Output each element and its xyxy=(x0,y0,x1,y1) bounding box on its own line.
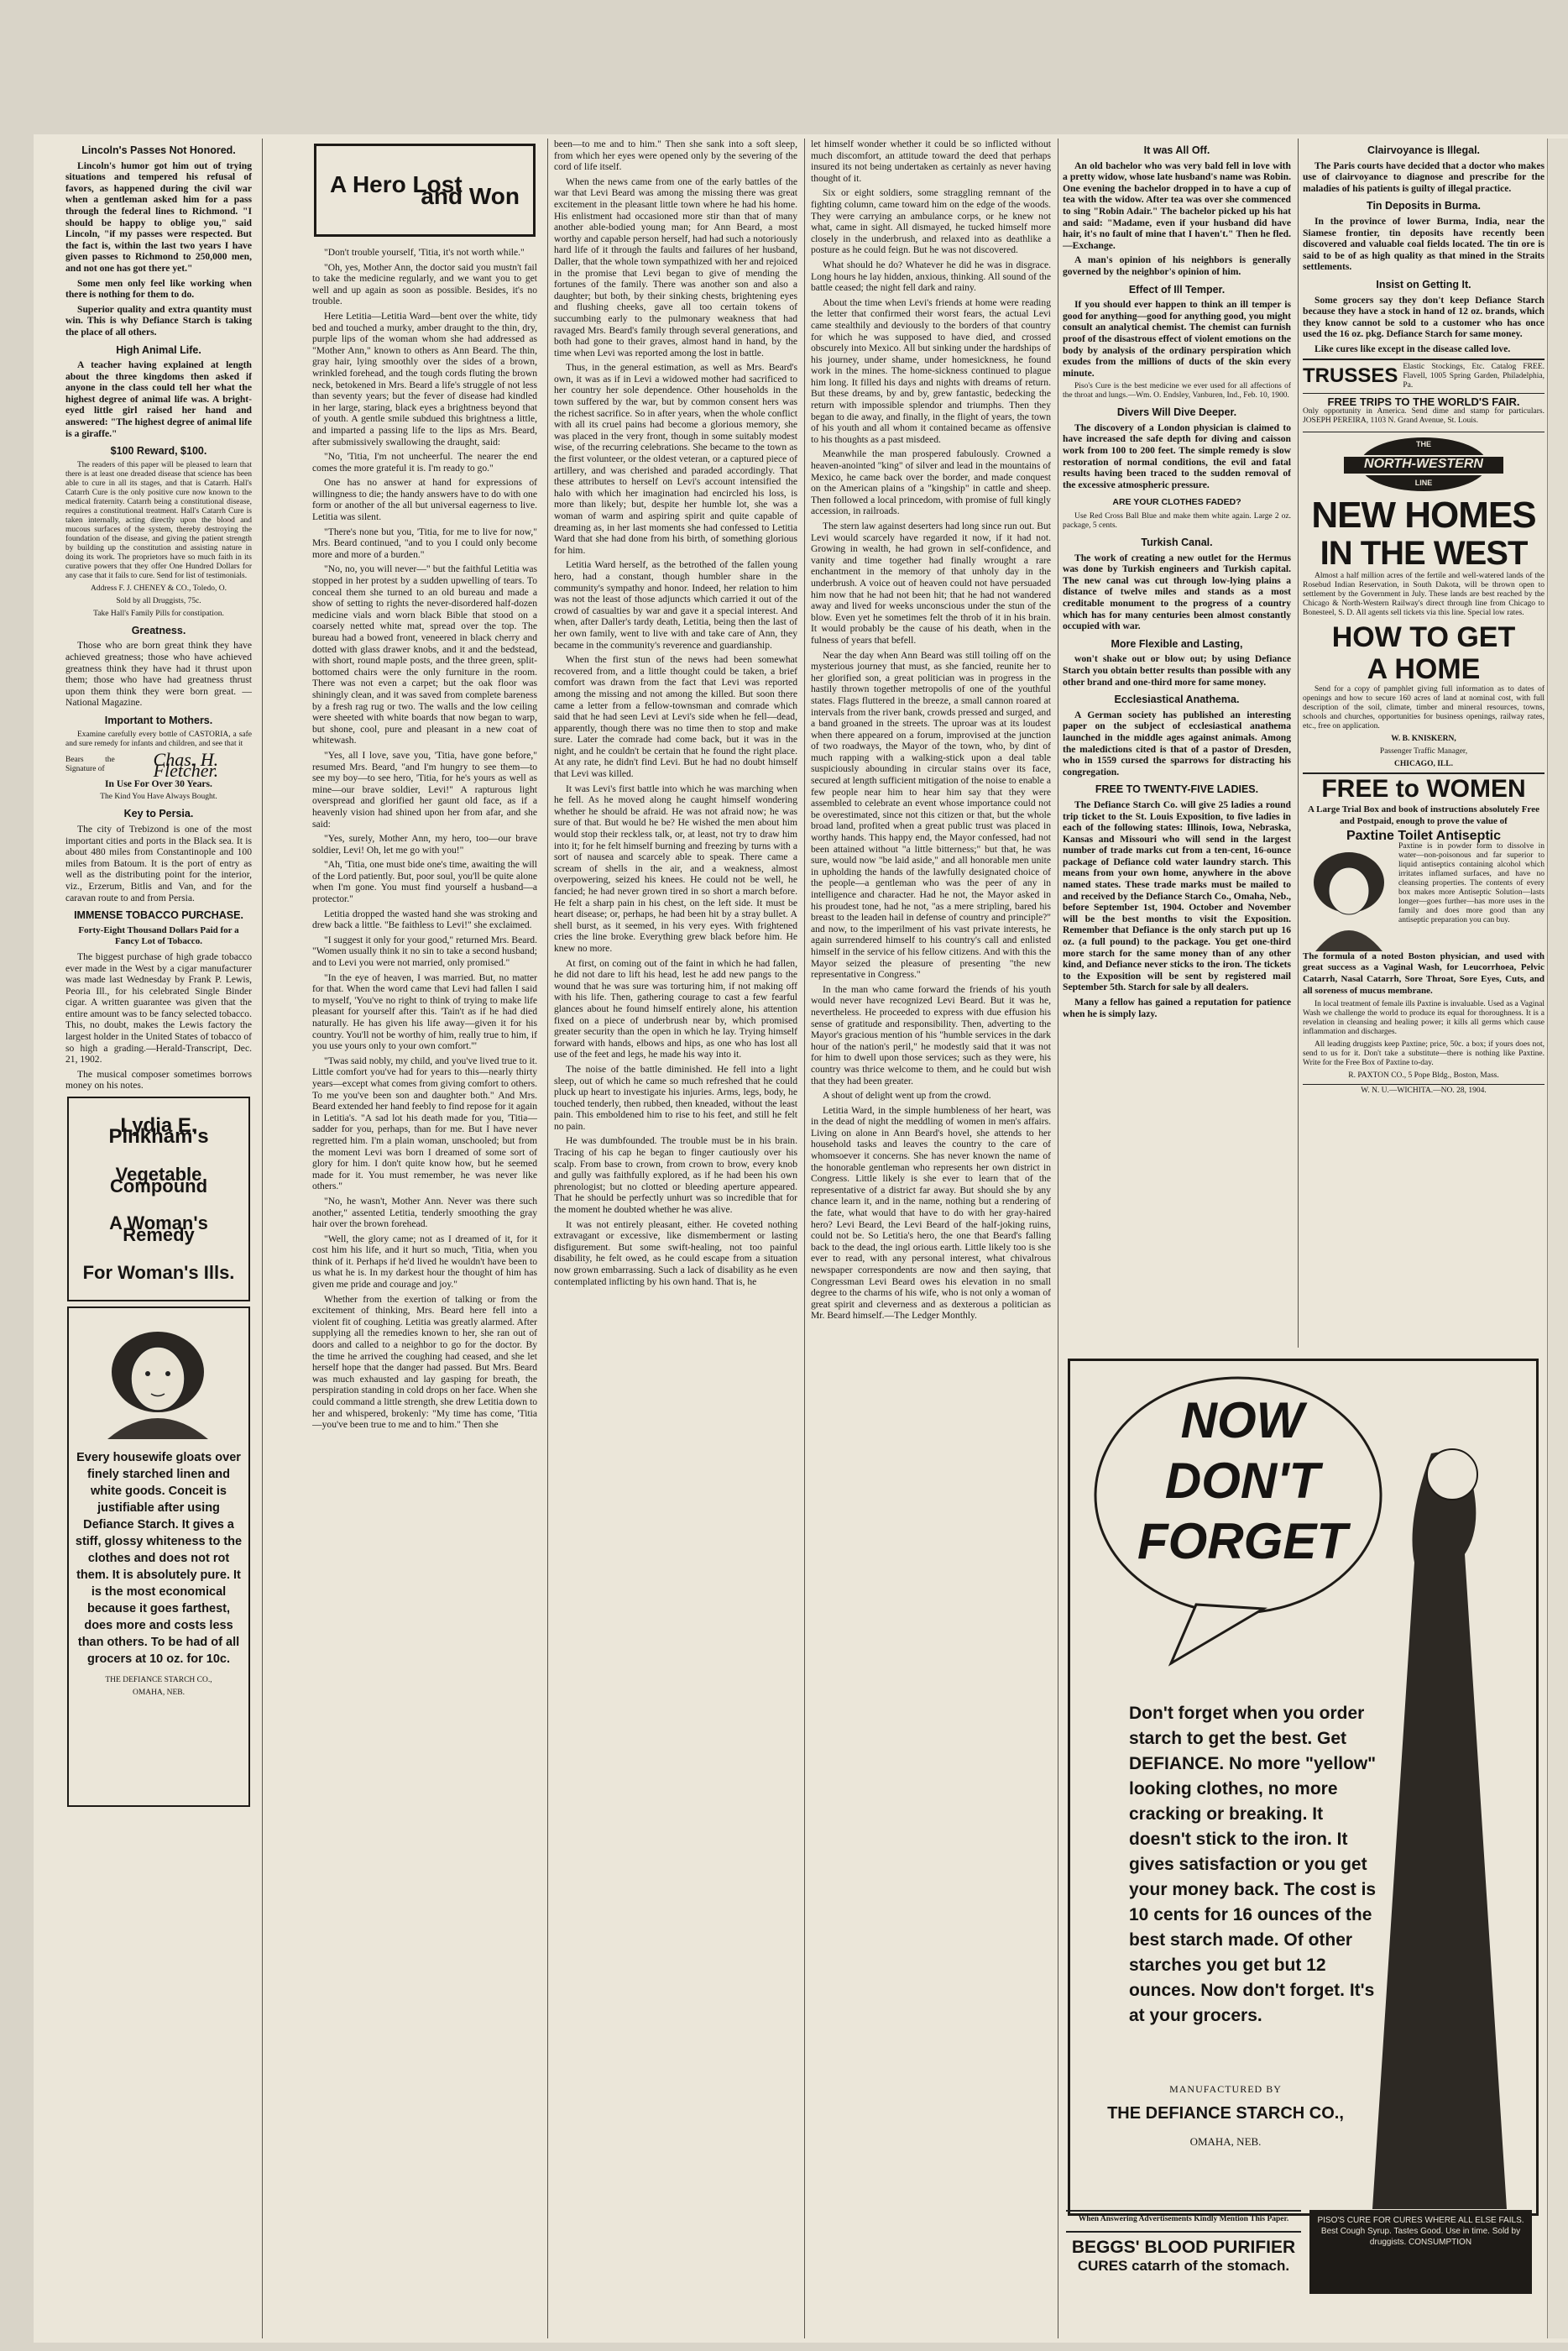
hero-title-line-1: A Hero Lost xyxy=(330,170,463,197)
kind-line: The Kind You Have Always Bought. xyxy=(100,793,217,802)
story-paragraph: In the man who came forward the friends of his youth would never have recognized Levi Beard. But it was he, nevertheless. He proceeded to express with due effusion his sense of gratitude and responsibility. Then, adverting to the Mayor's gracious mention of his "humble services in the dark hour of the nation's peril," he modestly said that it was not for him to dwell upon those services; such as they were, his country was thrice welcome to them, and he could but wish that they had been greater. xyxy=(811,983,1051,1086)
woman-portrait-illustration xyxy=(74,1313,242,1439)
divers-heading: Divers Will Dive Deeper. xyxy=(1116,406,1237,419)
anathema-heading: Ecclesiastical Anathema. xyxy=(1114,694,1240,706)
tobacco-article: The biggest purchase of high grade tobacco ever made in the West by a cigar manufacturer was made last Wednesday by Frank P. Lewis, Peoria Ill., for his celebrated Single Binder cigar. A written guarantee was given that the entire amount was to be fancy selected tobacco. This, no doubt, makes the Lewis factory the largest holder in the United States of tobacco of so high a grading.—Herald-Transcript, Dec. 21, 1902. xyxy=(65,950,252,1066)
manufactured-by: MANUFACTURED BY xyxy=(1169,2083,1282,2095)
hero-paragraph: "No, 'Titia, I'm not uncheerful. The nearer the end comes the more grateful it is. I'm ready to go." xyxy=(312,451,537,474)
story-paragraph: Meanwhile the man prospered fabulously. Crowned a heaven-anointed "king" of silver and lead in the mountains of Mexico, he came back over the border, and made conquest on the American plains of a "kingship" in cattle and sheep. Then followed a local princedom, with promise of full kingly accession, in railroads. xyxy=(811,448,1051,517)
superior-quality-filler: Superior quality and extra quantity must win. This is why Defiance Starch is taking the place of all others. xyxy=(65,303,252,338)
story-paragraph: Letitia Ward herself, as the betrothed of the fallen young hero, had a constant, though humbler share in the community's sympathy and honor. Indeed, her relation to him was not the least of those adjuncts which carried it out of the crowd of casualties by war and gave it a special interest. And when, after Daller's tardy death, Letitia, being then the last of her own family, went to live with and take care of Ann, they became in the community's reverence and guardianship. xyxy=(554,559,797,651)
paxtine-druggists: All leading druggists keep Paxtine; price, 50c. a box; if yours does not, send to us for it. Don't take a substitute—there is nothing like Paxtine. Write for the Free Box of Paxtine to-day. xyxy=(1303,1040,1544,1068)
column-4 xyxy=(811,139,1051,2338)
next-page-edge xyxy=(1547,139,1568,2338)
column-rule-2 xyxy=(547,139,548,2338)
paxtine-name: Paxtine Toilet Antiseptic xyxy=(1346,829,1502,844)
tobacco-heading: IMMENSE TOBACCO PURCHASE. xyxy=(74,909,243,922)
north-western-logo xyxy=(1303,436,1544,493)
persia-heading: Key to Persia. xyxy=(123,808,194,820)
story-paragraph: When the first stun of the news had been somewhat recovered from, and a little thought could be taken, a brief comfort was drawn from the fact that Levi was reported among the missing and not among the killed. But soon there came a letter from a fellow-townsman and comrade which said that he had seen Levi at Levi's side when he fell—dead, apparently, though there was no time then to stop and make sure. Later the comrade had come back, but it was in the night, and he couldn't be certain that he found the right place. At any rate, he didn't find Levi. But he had no doubt himself that Levi was killed. xyxy=(554,654,797,780)
paxtine-formula: The formula of a noted Boston physician, and used with great success as a Vaginal Wash, for Leucorrhoea, Pelvic Catarrh, Nasal Catarrh, Sore Throat, Sore Eyes, Cuts, and all soreness of mucus membrane. xyxy=(1303,950,1544,996)
lincoln-heading: Lincoln's Passes Not Honored. xyxy=(81,144,236,156)
tin-article: In the province of lower Burma, India, near the Siamese frontier, tin deposits have recently been discovered and valuable coal fields located. The tin ore is said to be of as high quality as that mined in the Straits settlements. xyxy=(1303,215,1544,273)
greatness-article: Those who are born great think they have achieved greatness; those who have achieved greatness think they have had it thrust upon them; those who have had greatness thrust upon them think they were born great. —National Magazine. xyxy=(65,640,252,709)
high-animal-heading: High Animal Life. xyxy=(116,343,201,356)
forget-word: FORGET xyxy=(1137,1513,1347,1569)
story-paragraph: Thus, in the general estimation, as well as Mrs. Beard's own, it was as if in Levi a widowed mother had sacrificed to her country her sole dependence. Other households in the town suffered by the war, but by common consent hers was the richest sacrifice. So in after years, when the whole conflict with all its cruel pains had become a glorious memory, she was placed in the very front, though in some suitably modest wise, of the recurring celebrations. She became to the town as the first volunteer, or the oldest veteran, or a captured piece of artillery, and was cherished and paraded accordingly. That these attributes to herself on Levi's account intensified the halo with which her imagination had encircled his loss, is more than likely; but, despite her humble lot, she was a woman of warm and aspiring spirit and quite capable of dreaming as, in her last moments she had confessed to Letitia Ward that she had done from his birth, of something glorious for him. xyxy=(554,362,797,556)
kniskern-title: Passenger Traffic Manager, xyxy=(1379,747,1468,757)
piso-testimonial: Piso's Cure is the best medicine we ever used for all affections of the throat and lungs.—Wm. O. Endsley, Vanburen, Ind., Feb. 10, 1900. xyxy=(1063,382,1291,401)
all-off-heading: It was All Off. xyxy=(1143,144,1210,156)
paxton-address: R. PAXTON CO., 5 Pope Bldg., Boston, Mass. xyxy=(1348,1071,1499,1081)
trial-box-text: A Large Trial Box and book of instructions absolutely Free and Postpaid, enough to prove the value of xyxy=(1308,804,1539,826)
story-paragraph: The stern law against deserters had long since run out. But Levi would scarcely have regarded it now, if it had not. Growing in wealth, he had grown in self-confidence, and vanity and time together had finally wrought a rare enchantment in the memory of that unholy day in the underbrush. A voice out of heaven could not have persuaded him now that he had not been hit; that he had not wandered away and lived for weeks unconscious under the stun of the blow. Even yet he sometimes felt the throb of it in his brain. It would probably be the cause of his death, when in the fulness of years that befell. xyxy=(811,521,1051,646)
new-homes-line-1: NEW HOMES xyxy=(1311,495,1536,537)
free-ladies-heading: FREE TO TWENTY-FIVE LADIES. xyxy=(1095,783,1259,796)
hero-paragraph: Here Letitia—Letitia Ward—bent over the white, tidy bed and touched a murky, amber draught to the thin, dry, purple lips of the woman whom she had addressed as "Mother Ann," known to others as Ann Beard. The thin, gray hair, lying smoothly over the sides of a brown, wrinkled forehead, and the tough cords fluting the brown neck, betokened in Mrs. Beard a life's struggle of not less than seventy years; but the fever of disease had kindled in her large, staring, black eyes a brightness beyond that of youth. A gentle smile subdued this brightness a little, and imparted a passing life to the lips as Mrs. Beard, after submissively swallowing the draught, said: xyxy=(312,310,537,448)
how-to-text: Send for a copy of pamphlet giving full information as to dates of openings and how to secure 160 acres of land at nominal cost, with full description of the soil, climate, timber and mineral resources, towns, schools and churches, opportunities for business openings, railway rates, etc., free on application. xyxy=(1303,685,1544,731)
persia-article: The city of Trebizond is one of the most important cities and ports in the Black sea. It is about 480 miles from Constantinople and 100 miles from Batoum. It is the port of entry as well as the distributing point for the interior, viz., Erzerum, Bitlis and Van, and for the caravan route to and from Persia. xyxy=(65,823,252,903)
story-paragraph: A shout of delight went up from the crowd. xyxy=(823,1090,991,1102)
kniskern-city: CHICAGO, ILL. xyxy=(1394,760,1453,769)
reward-heading: $100 Reward, $100. xyxy=(110,445,207,458)
new-homes-line-2: IN THE WEST xyxy=(1320,535,1528,573)
patience-filler: Many a fellow has gained a reputation for patience when he is simply lazy. xyxy=(1063,997,1291,1019)
defiance-starch-ad-1 xyxy=(67,1306,250,1807)
insist-heading: Insist on Getting It. xyxy=(1376,278,1471,291)
opinion-filler: A man's opinion of his neighbors is generally governed by the neighbor's opinion of him. xyxy=(1063,254,1291,277)
column-3 xyxy=(554,139,797,2338)
ill-temper-article: If you should ever happen to think an ill temper is good for anything—good for anything good, you might consult an analytical chemist. The chemist can furnish proof of the disastrous effect of violent emotions on the body by analysis of the ordinary perspiration which exudes from the millions of ducts of the skin every minute. xyxy=(1063,299,1291,379)
new-homes-text: Almost a half million acres of the fertile and well-watered lands of the Rosebud Indian Reservation, in South Dakota, will be thrown open to settlement by the Government in July. These lands are best reached by the Chicago & North-Western Railway's direct through line from Chicago to Bonesteel, S. D. All agents sell tickets via this line. Special low rates. xyxy=(1303,572,1544,618)
tobacco-subheading: Forty-Eight Thousand Dollars Paid for a Fancy Lot of Tobacco. xyxy=(78,924,239,947)
nw-line-1: THE xyxy=(1416,440,1431,449)
paxtine-local: In local treatment of female ills Paxtine is invaluable. Used as a Vaginal Wash we challenge the world to produce its equal for thoroughness. It is a revelation in cleansing and healing power; it kills all germs which cause inflammation and discharges. xyxy=(1303,1000,1544,1037)
footer-left xyxy=(1066,2210,1301,2340)
castoria-signature-block xyxy=(65,748,252,782)
dont-word: DON'T xyxy=(1164,1453,1320,1509)
column-1 xyxy=(65,139,252,2338)
hero-paragraph: "In the eye of heaven, I was married. But, no matter for that. When the word came that Levi had fallen I said to myself, 'You've no right to think of trying to make life pleasant for yourself after this. 'Tain't as if he had died naturally. He has given his life away—given it for his country. You'll not be worthy of him, really true to him, if you use yours only to your own comfort.'" xyxy=(312,971,537,1052)
trusses-detail: Elastic Stockings, Etc. Catalog FREE. Flavell, 1005 Spring Garden, Philadelphia, Pa. xyxy=(1403,362,1544,390)
dont-forget-footer xyxy=(1087,2083,1364,2149)
free-ladies-article: The Defiance Starch Co. will give 25 ladies a round trip ticket to the St. Louis Exposition, to five ladies in each of the following states: Illinois, Iowa, Nebraska, Kansas and Missouri who will send in the largest number of trade marks cut from a ten-cent, 16-ounce package of Defiance cold water laundry starch. This means from your own home, anywhere in the above named states. These trade marks must be mailed to and received by the Defiance Starch Co., Omaha, Neb., before September 1st, 1904. October and November will be the best months to visit the Exposition. Remember that Defiance is the only starch put up 16 oz. (a full pound) to the package. You get one-third more starch for the same money than of any other kind, and Defiance never sticks to the iron. The tickets to the Exposition will be sent by registered mail September 5th. Starch for sale by all dealers. xyxy=(1063,799,1291,993)
in-use-line: In Use For Over 30 Years. xyxy=(105,778,212,789)
hero-paragraph: "Well, the glory came; not as I dreamed of it, for it cost him his life, and it hurt so much, 'Titia, when you think of it. Perhaps if he'd lived he wouldn't have been to us what he is. In my darkest hour the thought of him has given me pride and courage and joy." xyxy=(312,1233,537,1291)
trusses-ad xyxy=(1303,359,1544,394)
turkish-canal-article: The work of creating a new outlet for the Hermus was done by Turkish engineers and Turkish capital. The new canal was cut through low-lying plains a distance of twelve miles and stands as a most creditable monument to the progress of a country which has for many centuries been almost constantly occupied with war. xyxy=(1063,552,1291,632)
story-paragraph: Near the day when Ann Beard was still toiling off on the mysterious journey that must, as she fancied, reunite her to her glorified son, a great politician was in progress in the hastily thrown together metropolis of one of the youthful states. Flags fluttered in the breeze, a small cannon roared at intervals from the river bank, crowds pressed and surged, and a band groaned in the streets. The uproar was at its loudest when there appeared on a forum, improvised at the junction of two roadways, the Mayor of the town, who, by dint of much rapping with a walking-stick upon a deal table suspiciously abounding in circular stains over its face, secured at length sufficient mitigation of the noise to enable a few people near him to hear him say that they were assembled to celebrate an event whose importance could not be overestimated, since not this citizen or that, but the whole broad land, profited when a great public trust was placed in worthy hands. This happy end, the Mayor confessed, had not been attained without "a little bitterness;" but that, he was sure, would now "be laid aside," and all honorable men unite in upholding the hands of the lawfully designated choice of the people—a gentleman who was the peer of any in intelligence and character. Had he not, the Mayor asked in his proudest tone, had he not, "as a mere stripling, bared his breast to the leaden hail in defense of country and principle?" and now, to the imperilment of his vast private interests, he again surrendered himself to his country's call and enlisted himself in the service of his fellow citizens. And with this the Mayor seized the pleasure of presenting "the new representative in Congress." xyxy=(811,649,1051,981)
composer-filler: The musical composer sometimes borrows money on his notes. xyxy=(65,1068,252,1092)
story-paragraph: Six or eight soldiers, some straggling remnant of the fighting column, came toward him on the edge of the woods. They were carrying an ambulance corps, or he knew not what, came in sight. All dismayed, he tucked himself more closely in the underbrush, and relaxed into as deathlike a posture as he could feign. But he was not discovered. xyxy=(811,187,1051,256)
hero-paragraph: "Oh, yes, Mother Ann, the doctor said you mustn't fail to take the medicine regularly, and we want you to get well and up again as soon as possible. Besides, it's no trouble. xyxy=(312,261,537,307)
dont-forget-bubble-text xyxy=(1121,1390,1364,1572)
kniskern-name: W. B. KNISKERN, xyxy=(1391,735,1456,744)
hero-paragraph: "No, he wasn't, Mother Ann. Never was there such another," assented Letitia, tenderly smoothing the gray hair over the brown forehead. xyxy=(312,1195,537,1230)
hero-paragraph: "Don't trouble yourself, 'Titia, it's not worth while." xyxy=(324,247,525,258)
hero-paragraph: One has no answer at hand for expressions of willingness to die; the handy answers have to do with one form or another of the all but universal eagerness to live. Letitia was silent. xyxy=(312,477,537,523)
insist-article: Some grocers say they don't keep Defiance Starch because they have a stock in hand of 12 oz. brands, which they know cannot be sold to a customer who has once used the 16 oz. pkg. Defiance Starch for same money. xyxy=(1303,294,1544,340)
story-paragraph: It was not entirely pleasant, either. He coveted nothing extravagant or excessive, like dismemberment or lasting disfigurement. But some swift-healing, not too painful disability, he felt owed, as he could escape from a situation now grown embarrassing. Such a lack of disability as he even contemplated inflicting by his own hand. That is, he xyxy=(554,1218,797,1287)
paxtine-ad xyxy=(1303,772,1544,1081)
nw-line-3: LINE xyxy=(1414,479,1433,488)
faded-heading: ARE YOUR CLOTHES FADED? xyxy=(1112,497,1241,508)
hero-paragraph: "Yes, all I love, save you, 'Titia, have gone before," resumed Mrs. Beard, "and I'm hungry to see them—to see my boy—to see hero, 'Titia, for he's yours as well as mine—our brave soldier, Levi!" A rapturous light overspread and glorified her gaunt old face, as if a heavenly vision had shined upon her from afar, and she said: xyxy=(312,749,537,830)
hero-paragraph: "No, no, you will never—" but the faithful Letitia was stopped in her protest by a sudden upwelling of tears. To conceal them she turned to an old bureau and made a show of setting to rights the never-disordered half-dozen medicine vials and worn black Bible that stood on a coarsely netted white mat, spread over the top. The bureau had a bowed front, veneered in black cherry and dotted with glass drawer knobs, and it and the bedstead, with short, round maple posts, and the three green, split-bottomed chairs were the only furniture in the room. There was not even a carpet; but the oak floor was shiningly clean, and it was saved from complete bareness by a fresh rag rug or two. The walls and the low ceiling were sheeted with white boards that now began to warp, but shone, cool, pure and pleasant in a new coat of whitewash. xyxy=(312,563,537,746)
greatness-heading: Greatness. xyxy=(131,624,186,636)
wnu-imprint: W. N. U.—WICHITA.—NO. 28, 1904. xyxy=(1303,1084,1544,1096)
trusses-title: TRUSSES xyxy=(1303,364,1398,388)
flexible-heading: More Flexible and Lasting, xyxy=(1111,637,1243,650)
worlds-fair-ad xyxy=(1303,394,1544,433)
hero-paragraph: "Yes, surely, Mother Ann, my hero, too—our brave soldier, Levi! Oh, let me go with you!" xyxy=(312,833,537,856)
reward-article: The readers of this paper will be pleased to learn that there is at least one dreaded disease that science has been able to cure in all its stages, and that is Catarrh. Hall's Catarrh Cure is the only positive cure now known to the medical fraternity. Catarrh being a constitutional disease, requires a constitutional treatment. Hall's Catarrh Cure is taken internally, acting directly upon the blood and mucous surfaces of the system, thereby destroying the foundation of the disease, and giving the patient strength by building up the constitution and assisting nature in doing its work. The proprietors have so much faith in its curative powers that they offer One Hundred Dollars for any case that it fails to cure. Send for list of testimonials. xyxy=(65,460,252,580)
mothers-article: Examine carefully every bottle of CASTORIA, a safe and sure remedy for infants and children, and see that it xyxy=(65,730,252,748)
story-paragraph: been—to me and to him." Then she sank into a soft sleep, from which her eyes were opened only by the severing of the cord of life itself. xyxy=(554,139,797,173)
faded-text: Use Red Cross Ball Blue and make them white again. Large 2 oz. package, 5 cents. xyxy=(1063,512,1291,531)
column-rule-3 xyxy=(804,139,805,2338)
free-to-women-heading: FREE to WOMEN xyxy=(1321,775,1526,804)
flexible-text: won't shake out or blow out; by using Defiance Starch you obtain better results than possible with any other brand and one-third more for same money. xyxy=(1063,653,1291,688)
how-to-line-1: HOW TO GET xyxy=(1331,621,1516,654)
answering-notice: When Answering Advertisements Kindly Mention This Paper. xyxy=(1066,2210,1301,2224)
reward-sold: Sold by all Druggists, 75c. xyxy=(116,596,201,605)
worlds-fair-heading: FREE TRIPS TO THE WORLD'S FAIR. xyxy=(1327,395,1520,408)
ill-temper-heading: Effect of Ill Temper. xyxy=(1128,283,1226,296)
story-paragraph: The noise of the battle diminished. He fell into a light sleep, out of which he came so much refreshed that he could pluck up heart to investigate his injuries. Arms, legs, body, he touched tenderly, then rubbed, then kneaded, without the least pain. This emboldened him to rise to his feet, and still he felt no pain. xyxy=(554,1063,797,1132)
some-men-filler: Some men only feel like working when there is nothing for them to do. xyxy=(65,277,252,301)
high-animal-article: A teacher having explained at length about the three kingdoms then asked if anyone in the class could tell her what the highest degree of animal life was. A bright-eyed little girl raised her hand and answered: "The highest degree of animal life is a giraffe." xyxy=(65,359,252,439)
hero-title-box xyxy=(314,144,536,237)
worlds-fair-text: Only opportunity in America. Send dime and stamp for particulars. JOSEPH PEREIRA, 1103 N. Grand Avenue, St. Louis. xyxy=(1303,407,1544,426)
defiance-company: THE DEFIANCE STARCH CO., xyxy=(1107,2104,1344,2123)
reward-address: Address F. J. CHENEY & CO., Toledo, O. xyxy=(91,584,227,593)
pinkham-line-3: A Woman's Remedy xyxy=(109,1212,208,1245)
beggs-subtitle: CURES catarrh of the stomach. xyxy=(1077,2258,1290,2274)
woman-portrait-illustration xyxy=(1303,842,1395,951)
all-off-article: An old bachelor who was very bald fell in love with a pretty widow, whose late husband's name was Robin. One evening the bachelor dropped in to have a cup of tea with the widow. After tea was over she commenced to sing "Robin Adair." The bachelor picked up his hat and said: "Madame, even if your husband did have hair, it's no fault of mine that I haven't." Then he fled.—Exchange. xyxy=(1063,160,1291,251)
hero-paragraph: Whether from the exertion of talking or from the excitement of thinking, Mrs. Beard here fell into a violent fit of coughing. Letitia was greatly alarmed. After supplying all the remedies known to her, she ran out of doors and called to a neighbor to go for the doctor. By the time he arrived the coughing had ceased, and she let herself hope that the danger had passed. But Mrs. Beard was much exhausted and lay gasping for breath, the perspiration standing in cold drops on her face. When she could command a little strength, she drew Letitia down to her and whispered, brokenly: "My time has come, 'Titia—you've been true to me and to him." Then she xyxy=(312,1293,537,1431)
fletcher-signature: Chas. H. Fletcher. xyxy=(153,748,219,782)
story-paragraph: It was Levi's first battle into which he was marching when he fell. As he moved along he caught himself wondering whether he should be afraid. He was not afraid now; he was sure of that. But would he be? He wished the men about him would stop their reckless talk, or, at least, not try to draw him into it; for he felt himself burning and freezing by turns with a sort of nausea and scarcely able to speak. There came a scream of shells in the air, and a weakness, almost overpowering, seized his knees. He could not be well, he fancied; he had never grown tired in so short a march before. He felt a sharp pain in his chest, on the left side. It must be heart disease; or, perhaps, he had been hit by a stray bullet. A shell burst, as it seemed, in his very eyes. With frightened cries the line broke. Everything grew black before him. He knew no more. xyxy=(554,783,797,954)
paxtine-description: Paxtine is in powder form to dissolve in water—non-poisonous and far superior to liquid antiseptics containing alcohol which irritates inflamed surfaces, and have no cleansing properties. The contents of every box makes more Antiseptic Solution—lasts longer—goes further—has more uses in the family and does more good than any antiseptic preparation you can buy. xyxy=(1398,841,1544,924)
hero-title-line-2: and Won xyxy=(421,182,520,209)
story-paragraph: At first, on coming out of the faint in which he had fallen, he did not dare to lift his head, lest he add new pangs to the wound that he was sure was torturing him, if not making off with his life. Then, gathering courage to cast a few fearful glances about he found himself entirely alone, his attention fixed on a piece of underbrush near by, which promised greater security than the open in which he lay. Trying himself forward with hands, elbows and hips, as one who has lost all use of the feet and legs, he made his way into it. xyxy=(554,957,797,1060)
column-rule-5 xyxy=(1298,139,1299,1348)
now-word: NOW xyxy=(1180,1392,1304,1448)
anathema-article: A German society has published an interesting paper on the subject of ecclesiastical anathema launched in the middle ages against animals. Among the maledictions cited is that of a pastor of Dresden, who in 1559 cursed the sparrows for distracting his congregation. xyxy=(1063,709,1291,778)
scan-margin xyxy=(0,0,1568,134)
hero-paragraph: Letitia dropped the wasted hand she was stroking and drew back a little. "Be faithless to Levi!" she exclaimed. xyxy=(312,908,537,931)
story-paragraph: What should he do? Whatever he did he was in disgrace. Long hours he lay hidden, anxious, thinking. All sound of the battle ceased; the night fell dark and rainy. xyxy=(811,259,1051,294)
pinkham-line-4: For Woman's Ills. xyxy=(82,1261,235,1283)
paxtine-body xyxy=(1303,842,1544,951)
story-paragraph: About the time when Levi's friends at home were reading the letter that confirmed their worst fears, the actual Levi came stealthily and deviously to the borders of that country for which he was supposed to have died, and crossed obscurely into Mexico. All but sinking under the hardships of his journey, under shame, under homesickness, he found work in the mines. The home-sickness continued to plague him long. It filled his days and nights with dreams of return. But these dreams, by and by, grew fantastic, bedecking the return with impossible splendor and triumphs. Then they began to die away, and finally, in the flight of years, the town of his youth and all whom it contained became as offensive to his thoughts as a past misdeed. xyxy=(811,296,1051,445)
defiance-city: OMAHA, NEB. xyxy=(1189,2135,1262,2148)
clairvoyance-article: The Paris courts have decided that a doctor who makes use of clairvoyance to diagnose and prescribe for the maladies of his patients is guilty of illegal practice. xyxy=(1303,160,1544,194)
how-to-line-2: A HOME xyxy=(1367,653,1481,686)
hero-paragraph: "Ah, 'Titia, one must bide one's time, awaiting the will of the Lord patiently. But, poor soul, you'll be quite alone when I'm gone. You must find yourself a husband—a protector." xyxy=(312,859,537,905)
clairvoyance-heading: Clairvoyance is Illegal. xyxy=(1367,144,1481,156)
piso-cure-ad: PISO'S CURE FOR CURES WHERE ALL ELSE FAILS. Best Cough Syrup. Tastes Good. Use in time. Sold by druggists. CONSUMPTION xyxy=(1309,2210,1532,2294)
lincoln-article: Lincoln's humor got him out of trying situations and tempered his refusal of favors, as happened during the civil war when a gentleman asked him for a pass through the federal lines to Richmond. "I should be happy to oblige you," said Lincoln, "if my passes were respected. But the fact is, within the last two years I have given passes to Richmond to 250,000 men, and not one has got there yet." xyxy=(65,160,252,274)
starch-ad-copy: Every housewife gloats over finely starched linen and white goods. Conceit is justifiable after using Defiance Starch. It gives a stiff, glossy whiteness to the clothes and does not rot them. It is absolutely pure. It is the most economical because it goes farthest, does more and costs less than others. To be had of all grocers at 10 oz. for 10c. xyxy=(75,1450,243,1666)
column-5 xyxy=(1063,139,1291,1348)
hero-paragraph: "There's none but you, 'Titia, for me to live for now," Mrs. Beard continued, "and to you I could only become more and more of a burden." xyxy=(312,526,537,560)
nw-line-2: NORTH-WESTERN xyxy=(1364,457,1483,472)
hero-paragraph: "Twas said nobly, my child, and you've lived true to it. Little comfort you've had for years to this—nearly thirty years—except what comes from giving comfort to others. To me you've been son and daughter both." And Mrs. Beard extended her hand feebly to find repose for it again in Letitia's. "A sad lot his death made for you, 'Titia—sadder for you, perhaps, than for me. But I have never regretted him. I'm a plain woman, unschooled; but from the moment Levi was born I dreamed of some sort of glory for him. I don't quite know how, but he seemed made for it. You must remember, he was never like others." xyxy=(312,1055,537,1192)
tin-heading: Tin Deposits in Burma. xyxy=(1367,200,1481,212)
cures-filler: Like cures like except in the disease called love. xyxy=(1315,343,1511,354)
starch-ad-city: OMAHA, NEB. xyxy=(132,1688,185,1697)
column-rule-1 xyxy=(262,139,263,2338)
story-paragraph: He was dumbfounded. The trouble must be in his brain. Tracing of his cap he began to finger cautiously over his scalp. From base to crown, from crown to brow, every knob and gully was faithfully explored, as if he had been his own phrenologist; but no clotted or bleeding aperture appeared. That he should be perfectly unhurt was so incredible that for the moment he doubted whether he was alive. xyxy=(554,1135,797,1216)
column-6 xyxy=(1303,139,1544,1348)
reward-pills: Take Hall's Family Pills for constipation. xyxy=(93,609,224,618)
mothers-heading: Important to Mothers. xyxy=(104,715,213,726)
turkish-canal-heading: Turkish Canal. xyxy=(1141,537,1213,549)
bears-signature-label: Bears the Signature of xyxy=(65,756,115,774)
pinkham-ad xyxy=(67,1097,250,1301)
beggs-title: BEGGS' BLOOD PURIFIER xyxy=(1066,2231,1301,2258)
story-paragraph: let himself wonder whether it could be so inflicted without much discomfort, an attitude toward the deed that perhaps insured its not being undertaken as certainly as never having thought of it. xyxy=(811,139,1051,184)
story-paragraph: Letitia Ward, in the simple humbleness of her heart, was in the dead of night the meddling of women in men's affairs. Living on alone in Ann Beard's hovel, she attends to her household tasks and leaves the country to the care of whomsoever it concerns. She has never known the name of the honorable gentleman who represents her own district in Congress. Little likely is she ever to learn that of the representative of a district far away. But should she by any chance learn it, and in the name, nothing but a rendering of the fate, what would that have to do with her gray-haired hero? Levi Beard, the Levi Beard of the half-joking ruins, could not be. So Letitia's hero, the one that Beard's falling back to the dead, the ingl orious earth. Little likely too is she ever to read, with any personal interest, what chivalrous newspaper correspondents are now and then saying, that Congressman Levi Beard owes his elevation in no small degree to the charms of his wife, who is not only a woman of great spirit and cleverness and as dexterous a politician as Mr. Beard himself.—The Ledger Monthly. xyxy=(811,1104,1051,1322)
dont-forget-copy: Don't forget when you order starch to get the best. Get DEFIANCE. No more "yellow" looking clothes, no more cracking or breaking. It doesn't stick to the iron. It gives satisfaction or you get your money back. The cost is 10 cents for 16 ounces of the best starch made. Of other starches you get but 12 ounces. Now don't forget. It's at your grocers. xyxy=(1129,1704,1377,2025)
divers-article: The discovery of a London physician is claimed to have increased the safe depth for diving and caisson work from 100 to 200 feet. The simple remedy is slow restoration of normal conditions, the evil and fatal results having been traced to the sudden removal of the excessive atmospheric pressure. xyxy=(1063,422,1291,490)
dont-forget-ad xyxy=(1068,1359,1539,2216)
pinkham-line-2: Vegetable Compound xyxy=(109,1164,208,1196)
story-paragraph: When the news came from one of the early battles of the war that Levi Beard was among the missing there was great excitement in the pleasant little town where he had his home. His enlistment had occasioned more stir than that of many another able-bodied young man; for Ann Beard, a most worthy and capable person herself, had had such a notoriously hard life of it through the faults and failures of her husband, Daller, that the whole town sympathized with her and rejoiced in the promise that Levi began to give of mending the fortunes of the family. There was another son and also a daughter; but both, by their sinking chests, brightening eyes and flushing cheeks, gave all too certain tokens of succumbing early to the pulmonary weakness that had ravaged Mrs. Beard's family through several generations, and both had gone to their graves, almost hand in hand, by the time when Levi was reported among the lost in battle. xyxy=(554,175,797,359)
starch-ad-company: THE DEFIANCE STARCH CO., xyxy=(105,1675,212,1684)
pinkham-line-1: Lydia E. Pinkham's xyxy=(108,1113,209,1149)
hero-paragraph: "I suggest it only for your good," returned Mrs. Beard. "Women usually think it no sin to take a second husband; and to Levi you were not married, only promised." xyxy=(312,934,537,969)
column-2 xyxy=(312,139,537,2338)
